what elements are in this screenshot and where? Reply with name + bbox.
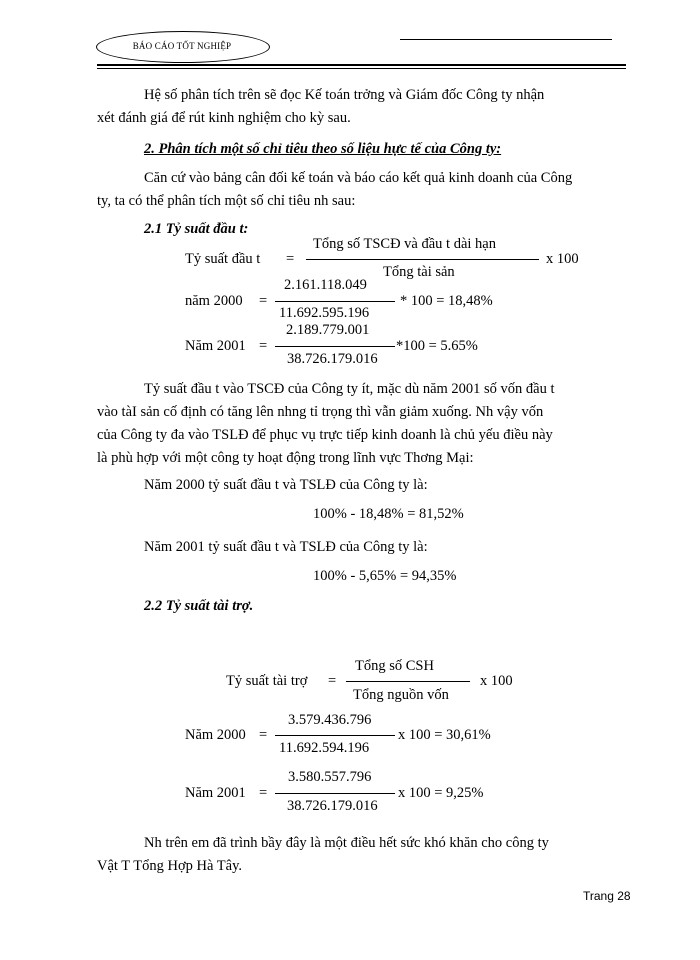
s21-2001-denominator: 38.726.179.016 xyxy=(287,351,378,367)
s21-2001-result: *100 = 5.65% xyxy=(396,338,478,354)
analysis-line-1: Tỷ suất đầu t vào TSCĐ của Công ty ít, mặc dù năm 2001 số vốn đầu t xyxy=(144,381,555,397)
section-2-1-title: 2.1 Tỷ suất đầu t: xyxy=(144,221,249,237)
formula-1-denominator: Tổng tài sản xyxy=(383,264,455,280)
formula-2-equals: = xyxy=(328,673,337,689)
analysis-line-4: là phù hợp với một công ty hoạt động trong lĩnh vực Thơng Mại: xyxy=(97,450,474,466)
s22-2000-fraction-line xyxy=(275,735,395,736)
s22-2001-fraction-line xyxy=(275,793,395,794)
formula-1-label: Tỷ suất đầu t xyxy=(185,251,261,267)
closing-line-1: Nh trên em đã trình bầy đây là một điều hết sức khó khăn cho công ty xyxy=(144,835,549,851)
s22-2000-denominator: 11.692.594.196 xyxy=(279,740,370,756)
section-2-line-2: ty, ta có thể phân tích một số chỉ tiêu nh sau: xyxy=(97,193,356,209)
s22-2001-label: Năm 2001 xyxy=(185,785,246,801)
formula-1-multiplier: x 100 xyxy=(546,251,579,267)
s21-2001-equals: = xyxy=(259,338,268,354)
s21-2000-numerator: 2.161.118.049 xyxy=(284,277,367,293)
analysis-line-3: của Công ty đa vào TSLĐ để phục vụ trực tiếp kinh doanh là chủ yếu điều này xyxy=(97,427,553,443)
section-2-title: 2. Phân tích một số chỉ tiêu theo số liệu hực tế của Công ty: xyxy=(144,141,502,157)
header-line xyxy=(400,39,612,40)
section-2-line-1: Căn cứ vào bảng cân đối kế toán và báo cáo kết quả kinh doanh của Công xyxy=(144,170,573,186)
s21-2000-denominator: 11.692.595.196 xyxy=(279,305,370,321)
s22-2000-numerator: 3.579.436.796 xyxy=(288,712,372,728)
formula-1-fraction-line xyxy=(306,259,539,260)
s22-2001-numerator: 3.580.557.796 xyxy=(288,769,372,785)
analysis-2000-line: Năm 2000 tỷ suất đầu t và TSLĐ của Công ty là: xyxy=(144,477,428,493)
intro-line-2: xét đánh giá để rút kinh nghiệm cho kỳ sau. xyxy=(97,110,351,126)
s21-2001-fraction-line xyxy=(275,346,395,347)
s21-2000-label: năm 2000 xyxy=(185,293,243,309)
s21-2000-equals: = xyxy=(259,293,268,309)
s21-2000-fraction-line xyxy=(275,301,395,302)
s21-2000-result: * 100 = 18,48% xyxy=(400,293,493,309)
formula-1-equals: = xyxy=(286,251,295,267)
formula-2-numerator: Tổng số CSH xyxy=(355,658,434,674)
s22-2001-result: x 100 = 9,25% xyxy=(398,785,484,801)
analysis-2001-line: Năm 2001 tỷ suất đầu t và TSLĐ của Công ty là: xyxy=(144,539,428,555)
header-rule-thin xyxy=(97,68,626,69)
s22-2000-equals: = xyxy=(259,727,268,743)
closing-line-2: Vật T Tổng Hợp Hà Tây. xyxy=(97,858,242,874)
s22-2000-result: x 100 = 30,61% xyxy=(398,727,491,743)
formula-2-denominator: Tổng nguồn vốn xyxy=(353,687,449,703)
formula-2-multiplier: x 100 xyxy=(480,673,513,689)
s21-2001-numerator: 2.189.779.001 xyxy=(286,322,370,338)
header-label: BÁO CÁO TỐT NGHIỆP xyxy=(132,41,232,51)
analysis-line-2: vào tàI sản cố định có tăng lên nhng tỉ trọng thì vẫn giảm xuống. Nh vậy vốn xyxy=(97,404,544,420)
s22-2001-equals: = xyxy=(259,785,268,801)
page-number: Trang 28 xyxy=(583,889,631,903)
header-rule-thick xyxy=(97,64,626,66)
formula-2-label: Tỷ suất tài trợ xyxy=(226,673,308,689)
formula-2-fraction-line xyxy=(346,681,470,682)
s22-2001-denominator: 38.726.179.016 xyxy=(287,798,378,814)
intro-line-1: Hệ số phân tích trên sẽ đọc Kế toán trởng và Giám đốc Công ty nhận xyxy=(144,87,545,103)
formula-1-numerator: Tổng số TSCĐ và đầu t dài hạn xyxy=(313,236,496,252)
s22-2000-label: Năm 2000 xyxy=(185,727,246,743)
analysis-2000-calc: 100% - 18,48% = 81,52% xyxy=(313,506,464,522)
section-2-2-title: 2.2 Tỷ suất tài trợ. xyxy=(144,598,254,614)
s21-2001-label: Năm 2001 xyxy=(185,338,246,354)
analysis-2001-calc: 100% - 5,65% = 94,35% xyxy=(313,568,457,584)
